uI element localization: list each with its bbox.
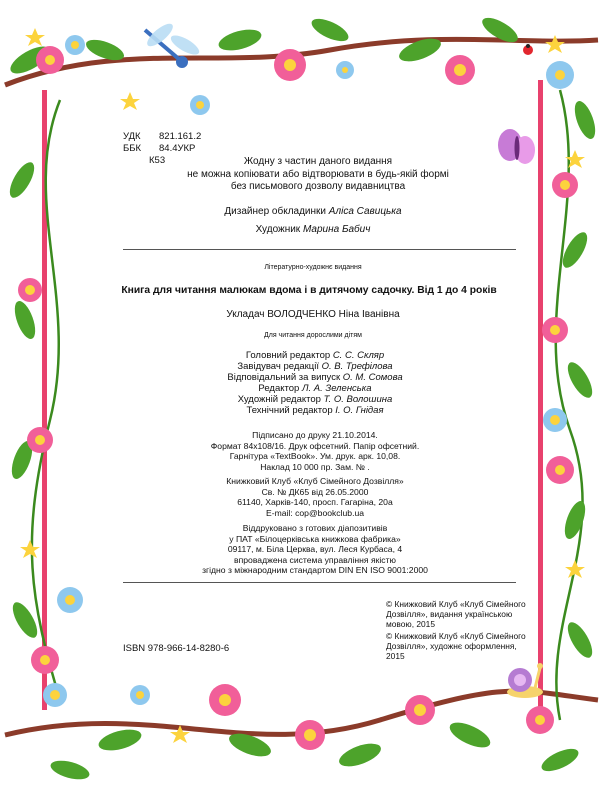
printer-details: Віддруковано з готових діапозитивів у ПАТ «Білоцерківська книжкова фабрика» 09117, м. Біла Церква, вул. Леся Курбаса, 4 впроваджена система управління якістю згідно з міжнародним стандартом DIN EN ISO 9001:2000 [202,523,428,575]
right-pink-pillar [538,80,543,710]
notice-line: Жодну з частин даного видання [243,156,393,167]
audience-label: Для читання дорослими дітям [264,332,362,339]
udc-label: УДК [123,131,141,142]
author-mark: К53 [149,155,166,166]
cover-designer-credit: Дизайнер обкладинки Аліса Савицька [224,206,402,217]
top-divider [123,249,516,250]
copyright-notice [170,156,466,194]
ladybug-icon [523,44,533,55]
staff-line: Завідувач редакції О. В. Трефілова [237,361,393,372]
snail-icon [507,663,543,698]
book-title: Книга для читання малюкам вдома і в дитячому садочку. Від 1 до 4 років [121,285,497,296]
staff-line: Відповідальний за випуск О. М. Сомова [227,372,403,383]
notice-line: без письмового дозволу видавництва [230,181,406,192]
compiler-line: Укладач ВОЛОДЧЕНКО Ніна Іванівна [226,309,400,320]
copyright-block [386,599,534,661]
isbn: ISBN 978-966-14-8280-6 [123,643,230,654]
staff-line: Головний редактор С. С. Скляр [245,350,385,361]
copyright-line-1: © Книжковий Клуб «Клуб Сімейного Дозвілля», видання українською мовою, 2015 [386,599,526,630]
publisher-details: Книжковий Клуб «Клуб Сімейного Дозвілля» Св. № ДК65 від 26.05.2000 61140, Харків-140, просп. Гагаріна, 20а E-mail: cop@bookclub.ua [226,476,404,518]
butterfly-icon [498,129,535,164]
notice-line: не можна копіювати або відтворювати в будь-якій формі [187,168,449,180]
udc-value: 821.161.2 [159,131,202,142]
genre-label: Літературно-художнє видання [264,264,362,271]
staff-line: Технічний редактор І. О. Гнідая [246,405,384,416]
editorial-staff [200,350,430,416]
illustrator-credit: Художник Марина Бабич [255,224,371,235]
bbk-label: ББК [123,143,142,154]
print-details: Підписано до друку 21.10.2014. Формат 84x108/16. Друк офсетний. Папір офсетний. Гарнітура «TextBook». Ум. друк. арк. 10,08. Наклад 10 000 пр. Зам. № . [210,430,420,472]
bottom-divider [123,582,516,583]
copyright-line-2: © Книжковий Клуб «Клуб Сімейного Дозвілля», художнє оформлення, 2015 [386,630,526,662]
staff-line: Редактор Л. А. Зеленська [258,383,372,394]
bbk-value: 84.4УКР [159,143,196,154]
staff-line: Художній редактор Т. О. Волошина [237,394,393,405]
